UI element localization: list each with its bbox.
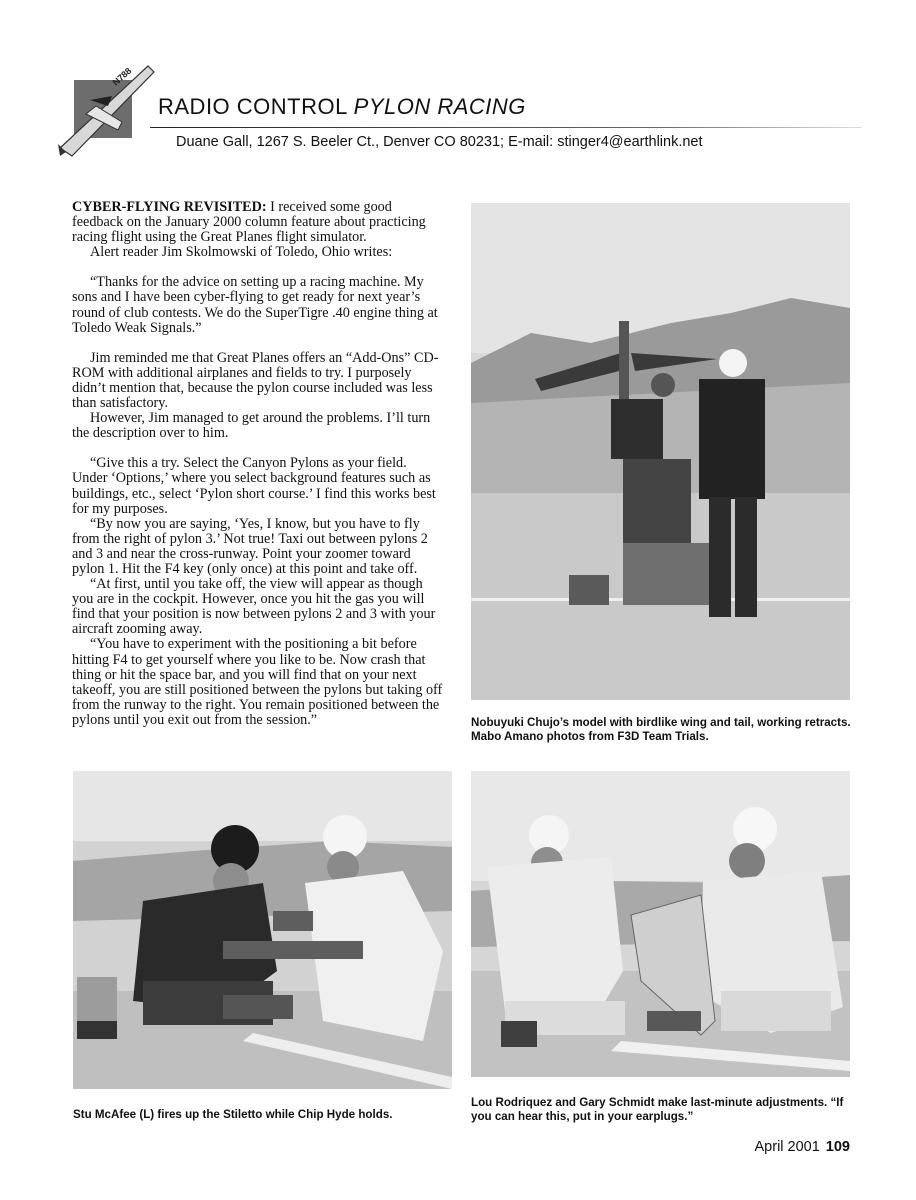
logo-lettering: N788 (110, 65, 134, 88)
section-title (158, 94, 526, 120)
pylon-racing-logo (56, 60, 160, 160)
photo-caption: Lou Rodriquez and Gary Schmidt make last-minute adjustments. “If you can hear this, put in your earplugs.” (471, 1096, 844, 1123)
title-italic: PYLON RACING (353, 94, 526, 119)
article-paragraph: “By now you are saying, ‘Yes, I know, but you have to fly from the right of pylon 3.’ Not true! Taxi out between pylons 2 and 3 and near the cross-runway. Point your zoomer toward pylon 1. Hit the F4 key (only once) at this point and take off. (72, 515, 428, 577)
author-address: Duane Gall, 1267 S. Beeler Ct., Denver CO 80231; E-mail: stinger4@earthlink.net (176, 134, 703, 150)
title-plain: RADIO CONTROL (158, 94, 354, 119)
photo-rodriquez-schmidt (471, 771, 850, 1077)
article-body (72, 200, 444, 728)
issue-date: April 2001 (754, 1139, 820, 1155)
article-paragraph: “At first, until you take off, the view will appear as though you are in the cockpit. However, once you hit the gas you will find that your position is now between pylons 2 and 3 with your aircraft zooming away. (72, 576, 436, 638)
article-paragraph: Alert reader Jim Skolmowski of Toledo, Ohio writes: (90, 244, 393, 261)
photo-mcafee-stiletto (73, 771, 452, 1089)
article-paragraph: However, Jim managed to get around the problems. I’ll turn the description over to him. (72, 410, 431, 442)
page-number: 109 (825, 1139, 850, 1155)
header-rule (150, 127, 862, 128)
article-paragraph: “You have to experiment with the positioning a bit before hitting F4 to get yourself where you like to be. Now crash that thing or hit the space bar, and you will find that on your next takeoff, you are still positioned between the pylons but taking off from the runway to the right. You remain positioned between the pylons until you exit out from the session.” (72, 636, 443, 728)
photo-chujo-model (471, 203, 850, 700)
article-lead: CYBER-FLYING REVISITED: (72, 199, 267, 215)
photo-caption: Nobuyuki Chujo’s model with birdlike wing and tail, working retracts. Mabo Amano photos from F3D Team Trials. (471, 716, 851, 743)
page-footer (755, 1139, 851, 1155)
article-paragraph (72, 200, 444, 245)
article-paragraph: “Thanks for the advice on setting up a racing machine. My sons and I have been cyber-flying to get ready for next year’s round of club contests. We do the SuperTigre .40 engine thing at Toledo Weak Signals.” (72, 274, 438, 336)
article-intro: I received some good feedback on the January 2000 column feature about practicing racing flight using the Great Planes flight simulator. (72, 199, 426, 246)
article-paragraph: “Give this a try. Select the Canyon Pylons as your field. Under ‘Options,’ where you select background features such as buildings, etc., select ‘Pylon short course.’ I find this works best for my purposes. (72, 455, 436, 517)
article-paragraph: Jim reminded me that Great Planes offers an “Add-Ons” CD-ROM with additional airplanes and fields to try. I purposely didn’t mention that, because the pylon course included was less than satisfactory. (72, 349, 439, 412)
photo-caption: Stu McAfee (L) fires up the Stiletto while Chip Hyde holds. (73, 1108, 393, 1121)
